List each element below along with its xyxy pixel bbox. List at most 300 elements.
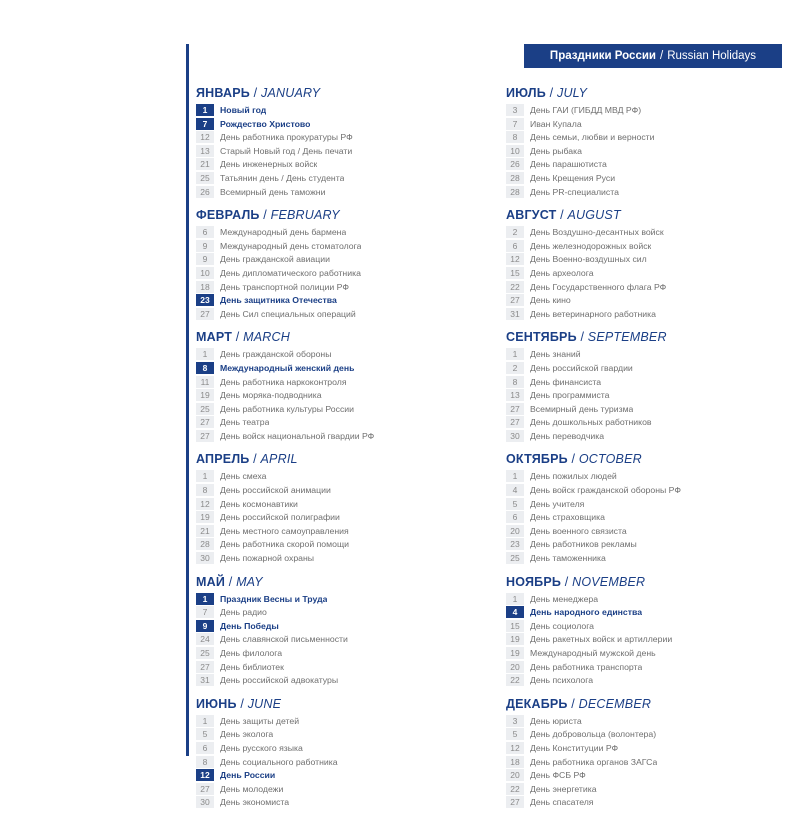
day-label: День театра xyxy=(220,417,270,428)
months-columns xyxy=(196,86,786,819)
month-name-en: FEBRUARY xyxy=(270,208,340,223)
day-label: День рыбака xyxy=(530,145,582,156)
day-number: 6 xyxy=(196,742,214,754)
day-number: 15 xyxy=(506,620,524,632)
day-label: День библиотек xyxy=(220,661,284,672)
day-label: День инженерных войск xyxy=(220,159,318,170)
day-label: День космонавтики xyxy=(220,498,298,509)
day-label: День археолога xyxy=(530,267,594,278)
day-number: 22 xyxy=(506,281,524,293)
observance-row xyxy=(196,186,476,200)
observance-row xyxy=(506,633,786,647)
month-title xyxy=(506,697,786,711)
day-number: 18 xyxy=(196,281,214,293)
month-name-ru: ДЕКАБРЬ xyxy=(506,696,568,711)
day-label: День ветеринарного работника xyxy=(530,308,656,319)
day-number: 12 xyxy=(196,131,214,143)
observance-row xyxy=(196,308,476,322)
day-label: День российской гвардии xyxy=(530,362,633,373)
month-name-en: OCTOBER xyxy=(578,452,642,467)
month-block xyxy=(196,86,476,199)
month-block xyxy=(506,697,786,810)
observance-row xyxy=(196,511,476,525)
day-label: День кино xyxy=(530,295,571,306)
day-number: 6 xyxy=(506,240,524,252)
day-label: День работников рекламы xyxy=(530,539,637,550)
observance-row xyxy=(506,511,786,525)
day-number: 25 xyxy=(506,552,524,564)
day-label: День славянской письменности xyxy=(220,634,348,645)
day-label: День Конституции РФ xyxy=(530,742,619,753)
day-label: День молодежи xyxy=(220,783,284,794)
day-number: 1 xyxy=(196,104,214,116)
day-number: 27 xyxy=(196,308,214,320)
day-number: 30 xyxy=(196,796,214,808)
holiday-row xyxy=(196,118,476,132)
holiday-row xyxy=(196,769,476,783)
observance-row xyxy=(506,552,786,566)
day-number: 15 xyxy=(506,267,524,279)
day-label: День войск национальной гвардии РФ xyxy=(220,430,375,441)
month-name-separator: / xyxy=(556,208,568,223)
day-label: День моряка-подводника xyxy=(220,390,322,401)
month-title xyxy=(196,575,476,589)
day-label: Международный женский день xyxy=(220,362,355,373)
header-title-ru: Праздники России xyxy=(549,50,656,62)
observance-row xyxy=(196,756,476,770)
day-number: 23 xyxy=(196,294,214,306)
day-number: 8 xyxy=(196,484,214,496)
observance-row xyxy=(196,783,476,797)
observance-row xyxy=(506,145,786,159)
month-title xyxy=(506,208,786,222)
month-name-separator: / xyxy=(249,452,261,467)
observance-row xyxy=(506,118,786,132)
observance-row xyxy=(196,430,476,444)
month-title xyxy=(506,330,786,344)
day-number: 28 xyxy=(506,186,524,198)
month-column xyxy=(506,86,786,819)
observance-row xyxy=(196,552,476,566)
month-block xyxy=(506,330,786,443)
month-name-separator: / xyxy=(236,696,248,711)
observance-row xyxy=(196,226,476,240)
observance-row xyxy=(196,742,476,756)
observance-row xyxy=(196,281,476,295)
month-name-separator: / xyxy=(567,696,579,711)
day-number: 26 xyxy=(196,186,214,198)
day-number: 12 xyxy=(506,253,524,265)
observance-row xyxy=(506,525,786,539)
day-label: День России xyxy=(220,770,276,781)
day-label: День Крещения Руси xyxy=(530,172,616,183)
month-name-en: MAY xyxy=(236,574,263,589)
day-number: 28 xyxy=(506,172,524,184)
holiday-row xyxy=(196,362,476,376)
day-number: 10 xyxy=(196,267,214,279)
day-number: 25 xyxy=(196,647,214,659)
observance-row xyxy=(196,403,476,417)
day-label: День российской адвокатуры xyxy=(220,675,339,686)
month-title xyxy=(506,575,786,589)
day-label: День парашютиста xyxy=(530,159,607,170)
day-number: 30 xyxy=(506,430,524,442)
day-number: 9 xyxy=(196,620,214,632)
day-number: 31 xyxy=(196,674,214,686)
day-number: 23 xyxy=(506,538,524,550)
observance-row xyxy=(196,131,476,145)
month-name-separator: / xyxy=(545,86,557,100)
day-number: 20 xyxy=(506,525,524,537)
month-name-en: DECEMBER xyxy=(578,696,652,711)
observance-row xyxy=(506,267,786,281)
header-title-en: Russian Holidays xyxy=(667,50,757,62)
observance-row xyxy=(196,172,476,186)
observance-row xyxy=(196,538,476,552)
observance-row xyxy=(506,376,786,390)
day-label: Иван Купала xyxy=(530,118,582,129)
observance-row xyxy=(506,742,786,756)
month-title xyxy=(196,452,476,466)
month-name-ru: АВГУСТ xyxy=(506,208,557,223)
month-name-en: AUGUST xyxy=(567,208,621,223)
month-name-en: JUNE xyxy=(247,696,282,711)
observance-row xyxy=(196,796,476,810)
day-label: Международный день стоматолога xyxy=(220,240,362,251)
day-label: День страховщика xyxy=(530,512,605,523)
holiday-row xyxy=(196,593,476,607)
holiday-row xyxy=(196,294,476,308)
month-name-ru: СЕНТЯБРЬ xyxy=(506,330,577,345)
day-number: 2 xyxy=(506,362,524,374)
header xyxy=(186,44,782,68)
observance-row xyxy=(196,470,476,484)
day-number: 2 xyxy=(506,226,524,238)
day-number: 12 xyxy=(196,769,214,781)
day-label: День ракетных войск и артиллерии xyxy=(530,634,673,645)
observance-row xyxy=(196,416,476,430)
day-label: День знаний xyxy=(530,349,581,360)
month-name-ru: ИЮЛЬ xyxy=(506,86,546,100)
observance-row xyxy=(506,403,786,417)
day-number: 5 xyxy=(506,498,524,510)
day-number: 27 xyxy=(506,403,524,415)
day-number: 1 xyxy=(196,470,214,482)
month-name-ru: НОЯБРЬ xyxy=(506,574,562,589)
observance-row xyxy=(506,186,786,200)
day-number: 28 xyxy=(196,538,214,550)
day-label: День программиста xyxy=(530,390,610,401)
month-name-en: JULY xyxy=(557,86,588,100)
day-label: Праздник Весны и Труда xyxy=(220,593,328,604)
observance-row xyxy=(196,267,476,281)
month-name-separator: / xyxy=(259,208,271,223)
day-number: 30 xyxy=(196,552,214,564)
observance-row xyxy=(506,226,786,240)
observance-row xyxy=(196,240,476,254)
header-separator: / xyxy=(660,50,664,62)
day-number: 7 xyxy=(196,606,214,618)
day-number: 3 xyxy=(506,104,524,116)
day-label: День социального работника xyxy=(220,756,338,767)
day-number: 18 xyxy=(506,756,524,768)
day-label: День Победы xyxy=(220,620,279,631)
observance-row xyxy=(196,484,476,498)
day-label: Всемирный день таможни xyxy=(220,186,326,197)
observance-row xyxy=(506,253,786,267)
observance-row xyxy=(196,728,476,742)
day-label: День дипломатического работника xyxy=(220,267,361,278)
day-number: 25 xyxy=(196,403,214,415)
day-number: 27 xyxy=(196,661,214,673)
left-vertical-rule xyxy=(186,44,189,756)
day-label: День народного единства xyxy=(530,607,643,618)
observance-row xyxy=(506,430,786,444)
observance-row xyxy=(506,240,786,254)
month-name-ru: ИЮНЬ xyxy=(196,696,237,711)
observance-row xyxy=(196,253,476,267)
observance-row xyxy=(506,389,786,403)
month-name-en: SEPTEMBER xyxy=(587,330,667,345)
month-name-en: APRIL xyxy=(260,452,298,467)
observance-row xyxy=(506,362,786,376)
day-label: День работника органов ЗАГСа xyxy=(530,756,658,767)
day-number: 4 xyxy=(506,606,524,618)
observance-row xyxy=(196,145,476,159)
day-label: Новый год xyxy=(220,105,267,115)
day-label: День Сил специальных операций xyxy=(220,308,356,319)
day-number: 1 xyxy=(196,715,214,727)
observance-row xyxy=(506,308,786,322)
day-number: 6 xyxy=(506,511,524,523)
day-number: 19 xyxy=(506,647,524,659)
day-number: 13 xyxy=(196,145,214,157)
month-name-separator: / xyxy=(249,86,261,100)
day-number: 5 xyxy=(196,728,214,740)
day-number: 1 xyxy=(196,593,214,605)
day-number: 27 xyxy=(506,294,524,306)
observance-row xyxy=(506,674,786,688)
day-label: День добровольца (волонтера) xyxy=(530,729,657,740)
observance-row xyxy=(506,728,786,742)
day-number: 10 xyxy=(506,145,524,157)
day-number: 24 xyxy=(196,633,214,645)
day-number: 20 xyxy=(506,661,524,673)
day-number: 12 xyxy=(506,742,524,754)
observance-row xyxy=(506,647,786,661)
observance-row xyxy=(196,606,476,620)
day-label: Всемирный день туризма xyxy=(530,403,634,414)
observance-row xyxy=(506,796,786,810)
day-number: 5 xyxy=(506,728,524,740)
day-number: 7 xyxy=(506,118,524,130)
observance-row xyxy=(506,620,786,634)
month-column xyxy=(196,86,476,819)
observance-row xyxy=(506,416,786,430)
day-label: День ГАИ (ГИБДД МВД РФ) xyxy=(530,105,642,115)
month-title xyxy=(196,697,476,711)
day-label: День экономиста xyxy=(220,797,290,808)
month-name-en: JANUARY xyxy=(261,86,321,100)
observance-row xyxy=(506,104,786,118)
month-block xyxy=(196,697,476,810)
month-title xyxy=(506,452,786,466)
day-label: День спасателя xyxy=(530,797,594,808)
observance-row xyxy=(506,281,786,295)
day-number: 8 xyxy=(196,756,214,768)
day-number: 1 xyxy=(506,593,524,605)
day-number: 19 xyxy=(196,511,214,523)
day-number: 13 xyxy=(506,389,524,401)
month-title xyxy=(506,86,786,100)
day-label: День менеджера xyxy=(530,593,599,604)
day-label: День PR-специалиста xyxy=(530,186,619,197)
day-label: День защитника Отечества xyxy=(220,295,337,306)
observance-row xyxy=(506,593,786,607)
observance-row xyxy=(196,674,476,688)
observance-row xyxy=(196,376,476,390)
day-number: 27 xyxy=(506,416,524,428)
day-label: День работника транспорта xyxy=(530,661,643,672)
day-label: День гражданской авиации xyxy=(220,254,330,265)
day-number: 8 xyxy=(506,376,524,388)
day-number: 11 xyxy=(196,376,214,388)
month-name-separator: / xyxy=(561,574,573,589)
day-label: День психолога xyxy=(530,675,594,686)
observance-row xyxy=(506,715,786,729)
day-number: 21 xyxy=(196,158,214,170)
day-number: 25 xyxy=(196,172,214,184)
observance-row xyxy=(506,769,786,783)
month-name-en: MARCH xyxy=(243,330,290,345)
month-name-separator: / xyxy=(567,452,579,467)
day-number: 1 xyxy=(196,348,214,360)
day-label: День радио xyxy=(220,607,267,618)
day-label: День таможенника xyxy=(530,553,606,564)
day-number: 22 xyxy=(506,783,524,795)
month-title xyxy=(196,330,476,344)
day-number: 3 xyxy=(506,715,524,727)
month-block xyxy=(506,86,786,199)
day-number: 31 xyxy=(506,308,524,320)
month-name-en: NOVEMBER xyxy=(572,574,646,589)
month-name-ru: МАЙ xyxy=(196,574,226,589)
month-name-separator: / xyxy=(232,330,244,345)
day-label: Рождество Христово xyxy=(220,118,311,129)
observance-row xyxy=(506,470,786,484)
day-label: День пожарной охраны xyxy=(220,553,315,564)
observance-row xyxy=(506,756,786,770)
day-label: День учителя xyxy=(530,498,585,509)
day-label: День дошкольных работников xyxy=(530,417,652,428)
month-title xyxy=(196,86,476,100)
day-label: День работника скорой помощи xyxy=(220,539,349,550)
month-name-ru: ОКТЯБРЬ xyxy=(506,452,568,467)
day-label: Старый Новый год / День печати xyxy=(220,145,353,156)
day-label: День филолога xyxy=(220,648,283,658)
day-number: 9 xyxy=(196,253,214,265)
day-label: День семьи, любви и верности xyxy=(530,132,655,143)
day-label: День переводчика xyxy=(530,430,605,441)
month-block xyxy=(196,208,476,321)
day-label: Международный мужской день xyxy=(530,648,656,658)
day-label: День юриста xyxy=(530,715,582,726)
month-block xyxy=(196,452,476,565)
day-label: День работника наркоконтроля xyxy=(220,376,347,387)
month-name-separator: / xyxy=(576,330,588,345)
day-label: День Государственного флага РФ xyxy=(530,281,667,292)
observance-row xyxy=(196,348,476,362)
day-label: День пожилых людей xyxy=(530,471,617,482)
observance-row xyxy=(506,158,786,172)
day-number: 19 xyxy=(196,389,214,401)
observance-row xyxy=(196,525,476,539)
day-number: 6 xyxy=(196,226,214,238)
month-name-ru: МАРТ xyxy=(196,330,233,345)
day-number: 1 xyxy=(506,348,524,360)
month-block xyxy=(196,575,476,688)
day-number: 21 xyxy=(196,525,214,537)
month-name-separator: / xyxy=(225,574,237,589)
holiday-row xyxy=(506,606,786,620)
day-label: Татьянин день / День студента xyxy=(220,172,345,183)
day-number: 22 xyxy=(506,674,524,686)
observance-row xyxy=(196,647,476,661)
day-label: День ФСБ РФ xyxy=(530,770,586,781)
day-label: День транспортной полиции РФ xyxy=(220,281,349,292)
day-label: День местного самоуправления xyxy=(220,525,349,536)
day-label: День Военно-воздушных сил xyxy=(530,254,647,265)
observance-row xyxy=(196,661,476,675)
observance-row xyxy=(196,498,476,512)
day-number: 27 xyxy=(196,430,214,442)
holiday-row xyxy=(196,104,476,118)
day-number: 27 xyxy=(506,796,524,808)
day-number: 7 xyxy=(196,118,214,130)
observance-row xyxy=(506,172,786,186)
day-number: 12 xyxy=(196,498,214,510)
day-number: 19 xyxy=(506,633,524,645)
month-block xyxy=(506,452,786,565)
day-label: День Воздушно-десантных войск xyxy=(530,227,664,238)
day-label: День российской полиграфии xyxy=(220,512,340,523)
day-label: День смеха xyxy=(220,471,267,482)
month-name-ru: ЯНВАРЬ xyxy=(196,86,250,100)
month-title xyxy=(196,208,476,222)
day-label: День русского языка xyxy=(220,742,303,753)
day-number: 4 xyxy=(506,484,524,496)
observance-row xyxy=(506,783,786,797)
day-label: День гражданской обороны xyxy=(220,349,332,360)
month-block xyxy=(196,330,476,443)
day-number: 1 xyxy=(506,470,524,482)
month-block xyxy=(506,575,786,688)
month-name-ru: ФЕВРАЛЬ xyxy=(196,208,260,223)
day-number: 20 xyxy=(506,769,524,781)
day-number: 26 xyxy=(506,158,524,170)
header-title-bar xyxy=(524,44,782,68)
day-label: День работника прокуратуры РФ xyxy=(220,132,353,143)
holiday-row xyxy=(196,620,476,634)
observance-row xyxy=(506,498,786,512)
day-number: 8 xyxy=(196,362,214,374)
day-label: День российской анимации xyxy=(220,485,331,496)
day-number: 27 xyxy=(196,783,214,795)
observance-row xyxy=(196,158,476,172)
day-label: День энергетика xyxy=(530,783,597,794)
observance-row xyxy=(506,538,786,552)
day-label: День железнодорожных войск xyxy=(530,240,652,251)
